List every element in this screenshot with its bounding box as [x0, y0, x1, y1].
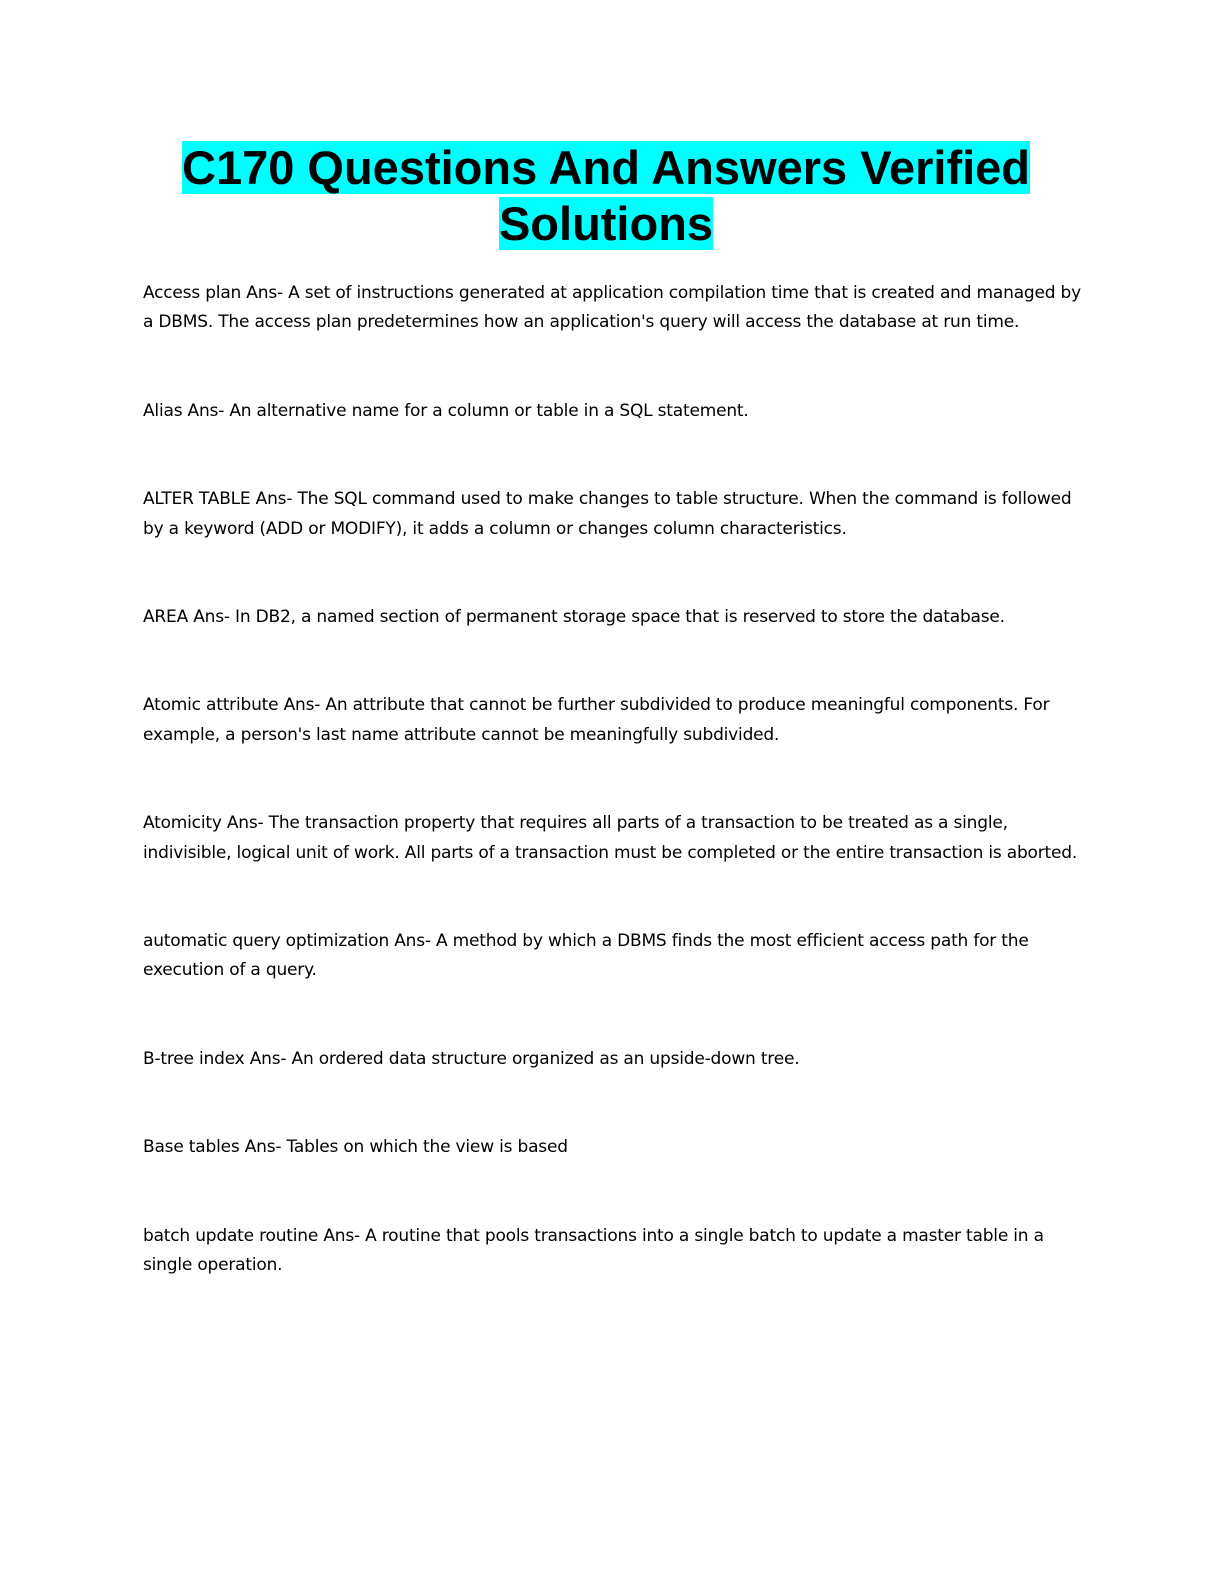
title-line-1: C170 Questions And Answers Verified: [182, 141, 1030, 194]
glossary-entry: Alias Ans- An alternative name for a column or table in a SQL statement.: [143, 400, 749, 421]
glossary-entry: automatic query optimization Ans- A method by which a DBMS finds the most efficient access path for the execution of a query.: [143, 931, 1029, 981]
glossary-entry: Atomicity Ans- The transaction property that requires all parts of a transaction to be treated as a single, indivisible, logical unit of work. All parts of a transaction must be completed or the entire transaction is aborted.: [143, 813, 1078, 863]
glossary-entry: Base tables Ans- Tables on which the view is based: [143, 1137, 568, 1158]
document-title: [100, 140, 1112, 252]
glossary-entry: batch update routine Ans- A routine that pools transactions into a single batch to update a master table in a single operation.: [143, 1225, 1044, 1276]
title-line-2: Solutions: [498, 197, 714, 250]
glossary-entry: Atomic attribute Ans- An attribute that cannot be further subdivided to produce meaningful components. For example, a person's last name attribute cannot be meaningfully subdivided.: [143, 695, 1050, 745]
glossary-entry: B-tree index Ans- An ordered data structure organized as an upside-down tree.: [143, 1048, 800, 1069]
glossary-entries: [143, 279, 1083, 1340]
glossary-entry: Access plan Ans- A set of instructions generated at application compilation time that is created and managed by a DBMS. The access plan predetermines how an application's query will access the database at run time.: [143, 283, 1082, 333]
glossary-entry: ALTER TABLE Ans- The SQL command used to make changes to table structure. When the command is followed by a keyword (ADD or MODIFY), it adds a column or changes column characteristics.: [143, 489, 1072, 539]
glossary-entry: AREA Ans- In DB2, a named section of permanent storage space that is reserved to store the database.: [143, 607, 1005, 628]
